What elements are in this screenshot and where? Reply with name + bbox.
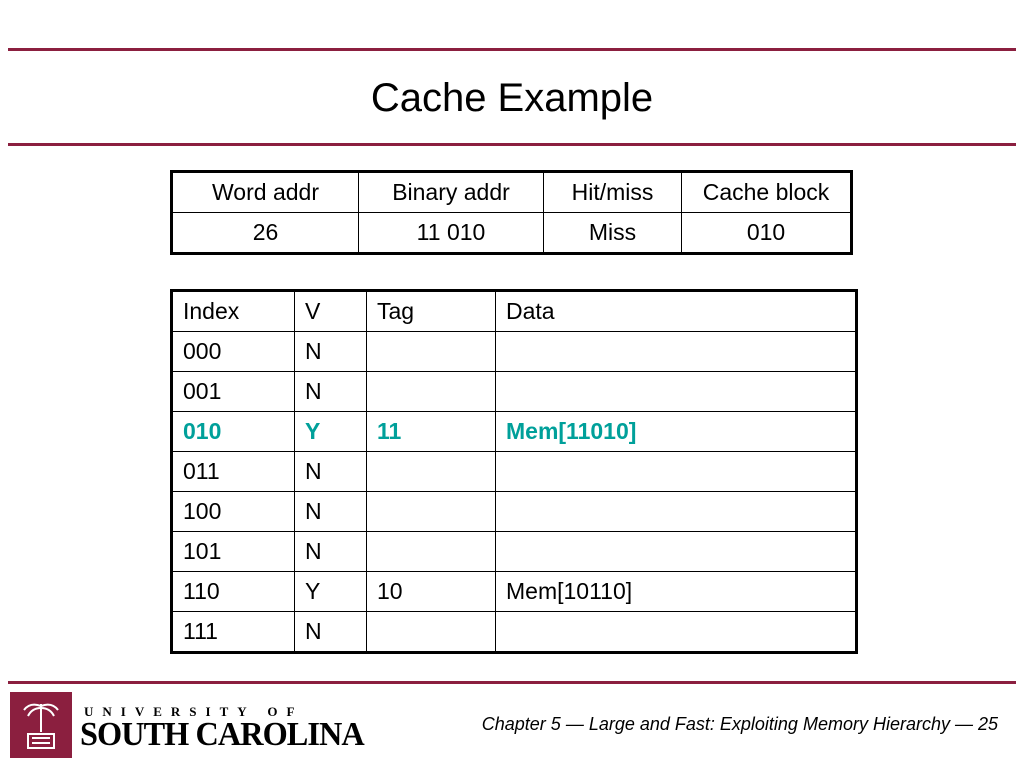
cell-data bbox=[496, 332, 857, 372]
cell-data bbox=[496, 612, 857, 653]
table-row bbox=[172, 572, 857, 612]
cell-index: 101 bbox=[172, 532, 295, 572]
title-rule bbox=[8, 143, 1016, 146]
cell-tag bbox=[367, 452, 496, 492]
header-index: Index bbox=[172, 291, 295, 332]
header-data: Data bbox=[496, 291, 857, 332]
cell-data bbox=[496, 372, 857, 412]
header-cache-block: Cache block bbox=[682, 172, 852, 213]
footer-chapter-text: Chapter 5 — Large and Fast: Exploiting Memory Hierarchy — 25 bbox=[481, 714, 998, 734]
logo-university-of: UNIVERSITY OF bbox=[84, 704, 304, 719]
cell-tag: 10 bbox=[367, 572, 496, 612]
table-row-highlighted bbox=[172, 412, 857, 452]
cell-tag bbox=[367, 332, 496, 372]
cell-index: 010 bbox=[172, 412, 295, 452]
table-row bbox=[172, 612, 857, 653]
table-row bbox=[172, 452, 857, 492]
access-table-header-row bbox=[172, 172, 852, 213]
cell-hit-miss: Miss bbox=[544, 213, 682, 254]
cell-index: 110 bbox=[172, 572, 295, 612]
cell-data bbox=[496, 532, 857, 572]
header-valid: V bbox=[295, 291, 367, 332]
header-hit-miss: Hit/miss bbox=[544, 172, 682, 213]
cell-valid: N bbox=[295, 492, 367, 532]
cell-word-addr: 26 bbox=[172, 213, 359, 254]
cell-data: Mem[11010] bbox=[496, 412, 857, 452]
cell-valid: N bbox=[295, 332, 367, 372]
cell-tag bbox=[367, 532, 496, 572]
header-word-addr: Word addr bbox=[172, 172, 359, 213]
table-row bbox=[172, 332, 857, 372]
cell-valid: N bbox=[295, 612, 367, 653]
cell-valid: N bbox=[295, 372, 367, 412]
access-table bbox=[170, 170, 853, 255]
logo-south-carolina: SOUTH CAROLINA bbox=[80, 716, 364, 753]
cache-table-header-row bbox=[172, 291, 857, 332]
university-seal-icon bbox=[10, 692, 72, 758]
cache-table bbox=[170, 289, 858, 654]
cell-cache-block: 010 bbox=[682, 213, 852, 254]
cell-data: Mem[10110] bbox=[496, 572, 857, 612]
cell-valid: Y bbox=[295, 572, 367, 612]
cell-binary-addr: 11 010 bbox=[359, 213, 544, 254]
cell-index: 000 bbox=[172, 332, 295, 372]
cell-valid: N bbox=[295, 532, 367, 572]
cell-index: 001 bbox=[172, 372, 295, 412]
footer-rule bbox=[8, 681, 1016, 684]
table-row bbox=[172, 213, 852, 254]
cell-index: 100 bbox=[172, 492, 295, 532]
cell-tag bbox=[367, 612, 496, 653]
header-tag: Tag bbox=[367, 291, 496, 332]
cell-index: 111 bbox=[172, 612, 295, 653]
cell-valid: Y bbox=[295, 412, 367, 452]
table-row bbox=[172, 372, 857, 412]
cell-data bbox=[496, 452, 857, 492]
table-row bbox=[172, 492, 857, 532]
cell-data bbox=[496, 492, 857, 532]
cell-index: 011 bbox=[172, 452, 295, 492]
top-rule bbox=[8, 48, 1016, 51]
table-row bbox=[172, 532, 857, 572]
cell-tag bbox=[367, 372, 496, 412]
cell-tag: 11 bbox=[367, 412, 496, 452]
slide-title: Cache Example bbox=[370, 76, 654, 120]
header-binary-addr: Binary addr bbox=[359, 172, 544, 213]
cell-valid: N bbox=[295, 452, 367, 492]
cell-tag bbox=[367, 492, 496, 532]
